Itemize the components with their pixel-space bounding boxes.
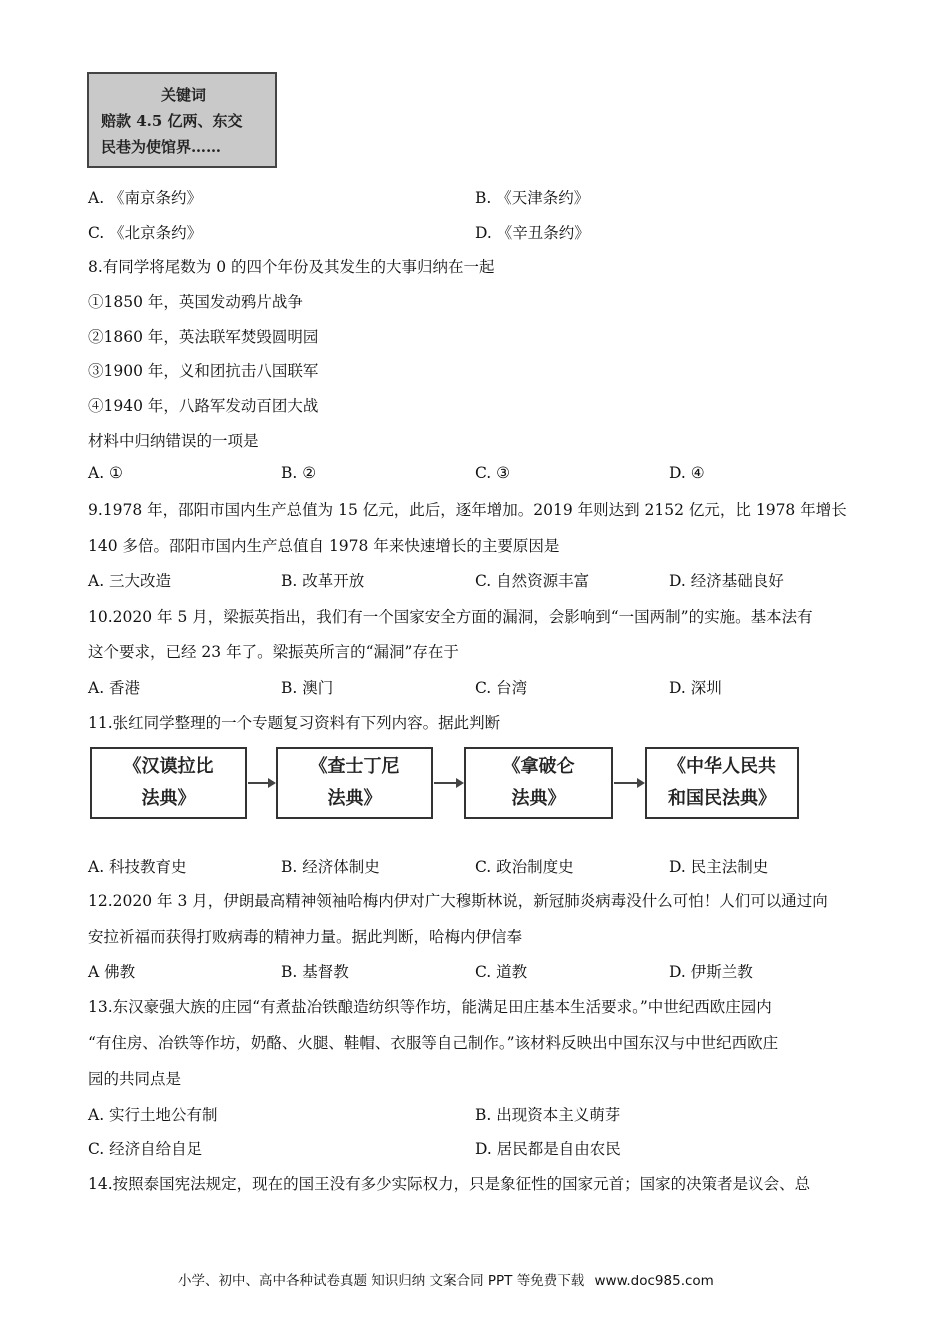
flow-box-line: 法典》 (141, 788, 196, 809)
q12-option-b: B. 基督教 (281, 963, 349, 981)
flow-box-napoleon (464, 747, 613, 819)
q13-line-3: 园的共同点是 (88, 1070, 182, 1088)
q8-option-c: C. ③ (475, 464, 511, 482)
q11-option-c: C. 政治制度史 (475, 858, 574, 876)
q14-line-1: 14.按照泰国宪法规定，现在的国王没有多少实际权力，只是象征性的国家元首；国家的决策者是议会、总 (88, 1175, 811, 1193)
q8-option-b: B. ② (281, 464, 317, 482)
q10-option-c: C. 台湾 (475, 679, 528, 697)
flow-box-line: 《拿破仑 (502, 756, 575, 777)
q13-option-d: D. 居民都是自由农民 (475, 1140, 621, 1158)
q10-line-2: 这个要求，已经 23 年了。梁振英所言的“漏洞”存在于 (88, 643, 459, 661)
q10-option-d: D. 深圳 (669, 679, 722, 697)
flow-box-line: 《汉谟拉比 (123, 756, 214, 777)
q12-line-2: 安拉祈福而获得打败病毒的精神力量。据此判断，哈梅内伊信奉 (88, 928, 523, 946)
footer-link[interactable]: www.doc985.com (594, 1273, 714, 1289)
flow-box-hammurabi (90, 747, 247, 819)
q9-option-c: C. 自然资源丰富 (475, 572, 590, 590)
q8-option-d: D. ④ (669, 464, 705, 482)
q13-option-b: B. 出现资本主义萌芽 (475, 1106, 621, 1124)
q11-option-d: D. 民主法制史 (669, 858, 769, 876)
q9-line-1: 9.1978 年，邵阳市国内生产总值为 15 亿元，此后，逐年增加。2019 年则达到 2152 亿元，比 1978 年增长 (88, 501, 847, 519)
q13-line-1: 13.东汉豪强大族的庄园“有煮盐冶铁酿造纺织等作坊，能满足田庄基本生活要求。”中世纪西欧庄园内 (88, 998, 772, 1016)
keyword-line-1: 赔款 4.5 亿两、东交 (101, 112, 243, 130)
q9-option-b: B. 改革开放 (281, 572, 365, 590)
q13-option-a: A. 实行土地公有制 (88, 1106, 218, 1124)
q7-option-c: C. 《北京条约》 (88, 224, 203, 242)
q11-option-a: A. 科技教育史 (88, 858, 187, 876)
keyword-line-2: 民巷为使馆界…… (101, 138, 222, 156)
flow-box-line: 《中华人民共 (668, 756, 776, 777)
flow-box-civil-code (645, 747, 799, 819)
q8-item-2: ②1860 年，英法联军焚毁圆明园 (88, 328, 319, 346)
q9-line-2: 140 多倍。邵阳市国内生产总值自 1978 年来快速增长的主要原因是 (88, 537, 560, 555)
q12-line-1: 12.2020 年 3 月，伊朗最高精神领袖哈梅内伊对广大穆斯林说，新冠肺炎病毒没什么可怕！人们可以通过向 (88, 892, 828, 910)
flow-box-line: 法典》 (511, 788, 566, 809)
q7-option-d: D. 《辛丑条约》 (475, 224, 590, 242)
q13-line-2: “有住房、冶铁等作坊，奶酪、火腿、鞋帽、衣服等自己制作。”该材料反映出中国东汉与中世纪西欧庄 (88, 1034, 779, 1052)
q12-option-d: D. 伊斯兰教 (669, 963, 753, 981)
flow-box-line: 法典》 (327, 788, 382, 809)
q10-line-1: 10.2020 年 5 月，梁振英指出，我们有一个国家安全方面的漏洞，会影响到“一国两制”的实施。基本法有 (88, 608, 813, 626)
q7-option-a: A. 《南京条约》 (88, 189, 203, 207)
q9-option-d: D. 经济基础良好 (669, 572, 784, 590)
q7-option-b: B. 《天津条约》 (475, 189, 590, 207)
keyword-image (87, 72, 277, 168)
flow-arrow (614, 782, 643, 784)
keyword-title: 关键词 (161, 86, 207, 104)
q8-stem: 8.有同学将尾数为 0 的四个年份及其发生的大事归纳在一起 (88, 258, 495, 276)
q13-option-c: C. 经济自给自足 (88, 1140, 203, 1158)
q8-item-1: ①1850 年，英国发动鸦片战争 (88, 293, 303, 311)
flow-arrow (434, 782, 462, 784)
q8-item-4: ④1940 年，八路军发动百团大战 (88, 397, 319, 415)
q11-option-b: B. 经济体制史 (281, 858, 380, 876)
q12-option-c: C. 道教 (475, 963, 528, 981)
footer (178, 1269, 714, 1289)
flow-box-line: 《查士丁尼 (309, 756, 400, 777)
q12-option-a: A 佛教 (88, 963, 136, 981)
q11-stem: 11.张红同学整理的一个专题复习资料有下列内容。据此判断 (88, 714, 501, 732)
footer-text: 小学、初中、高中各种试卷真题 知识归纳 文案合同 PPT 等免费下载 (178, 1273, 585, 1289)
q9-option-a: A. 三大改造 (88, 572, 172, 590)
q8-item-3: ③1900 年，义和团抗击八国联军 (88, 362, 319, 380)
flow-box-line: 和国民法典》 (668, 788, 776, 809)
flow-box-justinian (276, 747, 433, 819)
flow-arrow (248, 782, 274, 784)
q10-option-b: B. 澳门 (281, 679, 334, 697)
q8-question: 材料中归纳错误的一项是 (88, 432, 259, 450)
q8-option-a: A. ① (88, 464, 123, 482)
q10-option-a: A. 香港 (88, 679, 141, 697)
